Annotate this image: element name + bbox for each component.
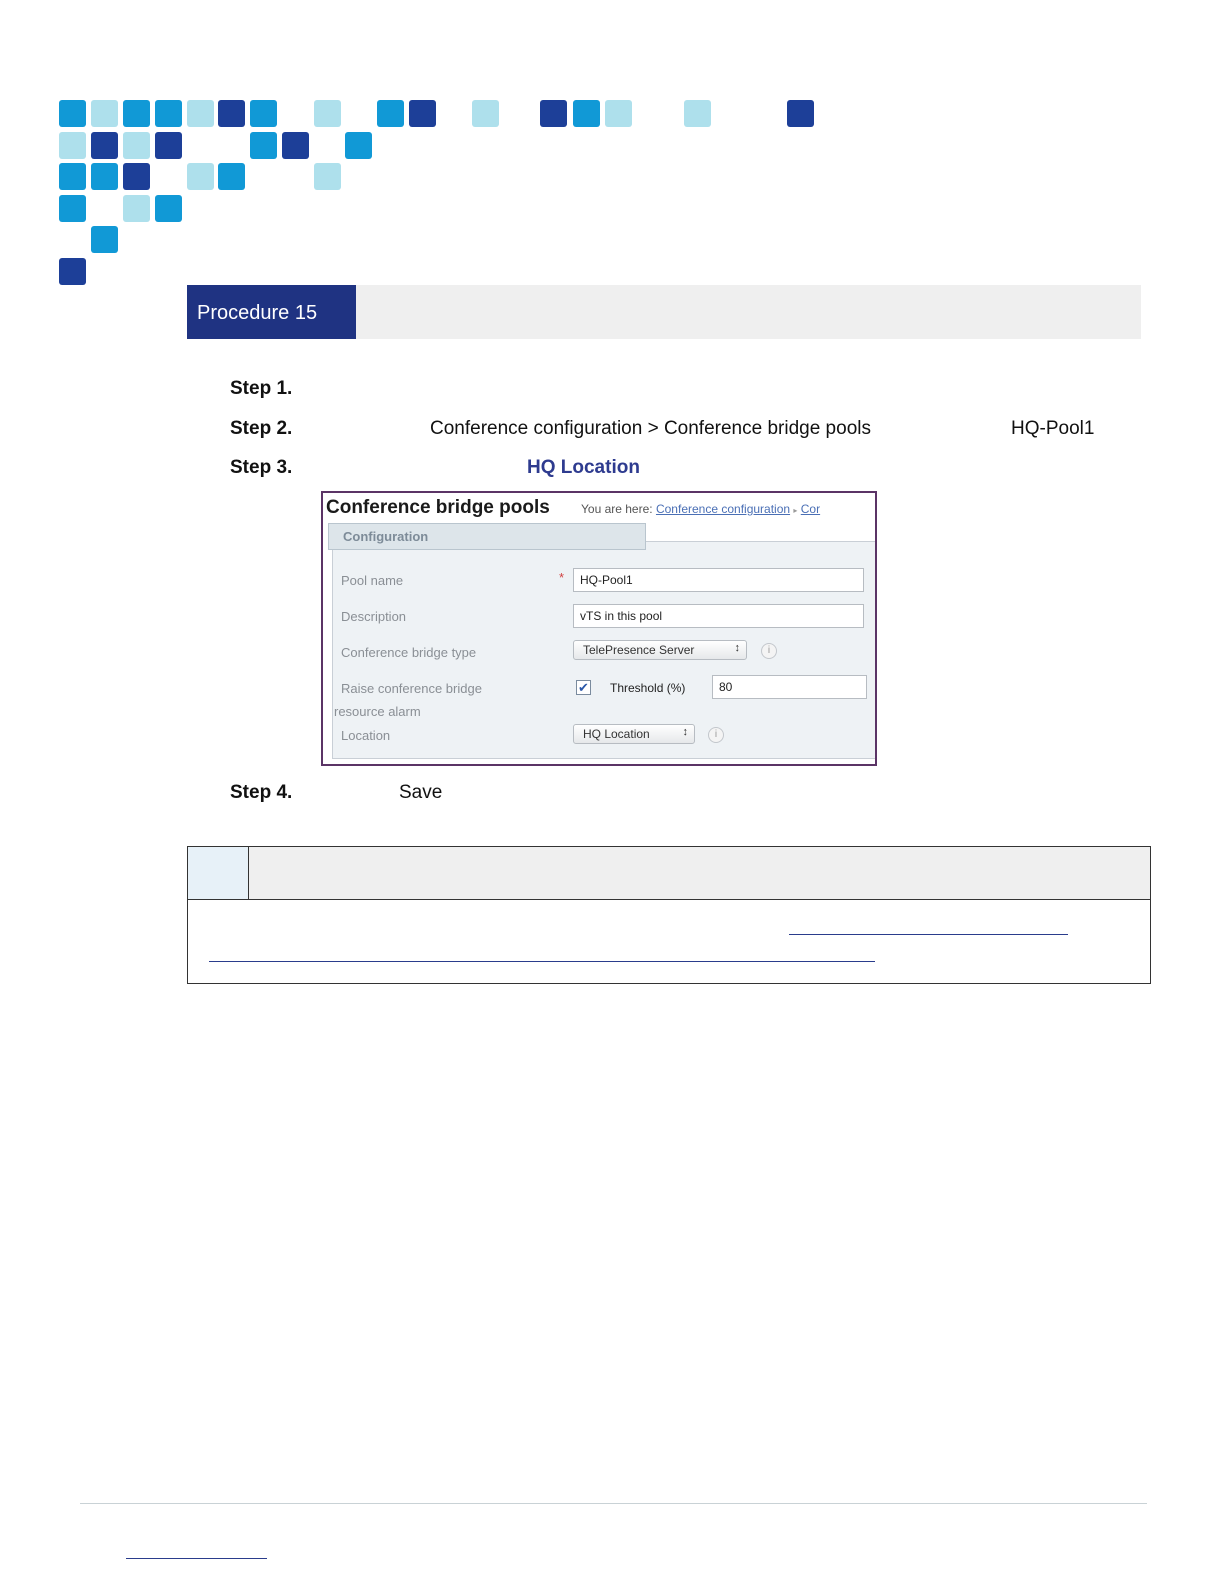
mosaic-tile: [155, 195, 182, 222]
step-4-label: Step 4.: [230, 782, 293, 803]
mosaic-tile: [155, 100, 182, 127]
mosaic-tile: [472, 100, 499, 127]
mosaic-tile: [59, 195, 86, 222]
bridge-type-label: Conference bridge type: [341, 645, 477, 660]
alarm-checkbox[interactable]: ✔: [576, 680, 591, 695]
alarm-label-line1: Raise conference bridge: [341, 681, 482, 696]
mosaic-tile: [409, 100, 436, 127]
select-arrow-icon: ↕: [734, 642, 740, 654]
step-3-label: Step 3.: [230, 457, 293, 478]
info-icon[interactable]: i: [708, 727, 724, 743]
mosaic-tile: [91, 226, 118, 253]
note-icon: [188, 847, 249, 899]
you-are-here-label: You are here:: [581, 502, 653, 516]
pool-name-label: Pool name: [341, 573, 404, 588]
mosaic-tile: [123, 195, 150, 222]
alarm-label-line2: resource alarm: [334, 704, 421, 719]
footer-link-underline[interactable]: [126, 1558, 267, 1559]
mosaic-tile: [573, 100, 600, 127]
conference-bridge-pools-screenshot: [321, 491, 877, 766]
mosaic-tile: [187, 163, 214, 190]
step-2-menu-path: Conference configuration > Conference bridge pools: [430, 418, 871, 439]
note-link-underline[interactable]: [209, 961, 875, 962]
mosaic-tile: [91, 163, 118, 190]
threshold-label: Threshold (%): [610, 681, 686, 695]
mosaic-tile: [250, 100, 277, 127]
note-link-underline[interactable]: [789, 934, 1068, 935]
mosaic-tile: [59, 163, 86, 190]
select-arrow-icon: ↕: [682, 726, 688, 738]
location-label: Location: [341, 728, 391, 743]
breadcrumb: [581, 502, 820, 516]
mosaic-tile: [314, 163, 341, 190]
mosaic-tile: [684, 100, 711, 127]
required-icon: *: [559, 570, 565, 585]
location-select[interactable]: [573, 724, 695, 744]
mosaic-tile: [91, 100, 118, 127]
mosaic-tile: [123, 132, 150, 159]
mosaic-tile: [123, 100, 150, 127]
breadcrumb-link-next[interactable]: Cor: [800, 502, 821, 516]
configuration-tab[interactable]: Configuration: [328, 523, 646, 550]
pool-name-input[interactable]: HQ-Pool1: [573, 568, 864, 592]
bridge-type-select[interactable]: [573, 640, 747, 660]
mosaic-tile: [218, 100, 245, 127]
procedure-label: Procedure 15: [187, 285, 356, 339]
header-mosaic: [0, 0, 900, 290]
mosaic-tile: [59, 100, 86, 127]
mosaic-tile: [250, 132, 277, 159]
note-header: [188, 847, 1150, 900]
description-label: Description: [341, 609, 407, 624]
breadcrumb-separator-icon: ▸: [793, 506, 798, 515]
description-input[interactable]: vTS in this pool: [573, 604, 864, 628]
step-4-action: Save: [399, 782, 443, 803]
breadcrumb-link-conference-configuration[interactable]: Conference configuration: [655, 502, 791, 516]
step-1-label: Step 1.: [230, 378, 293, 399]
mosaic-tile: [282, 132, 309, 159]
mosaic-tile: [59, 258, 86, 285]
mosaic-tile: [605, 100, 632, 127]
mosaic-tile: [787, 100, 814, 127]
mosaic-tile: [155, 132, 182, 159]
footer-divider: [80, 1503, 1147, 1504]
step-2-pool-name: HQ-Pool1: [1011, 418, 1095, 439]
mosaic-tile: [187, 100, 214, 127]
location-value: HQ Location: [583, 727, 650, 741]
step-2-label: Step 2.: [230, 418, 293, 439]
mosaic-tile: [218, 163, 245, 190]
mosaic-tile: [91, 132, 118, 159]
screenshot-title: Conference bridge pools: [326, 497, 550, 518]
note-box: [187, 846, 1151, 984]
info-icon[interactable]: i: [761, 643, 777, 659]
mosaic-tile: [345, 132, 372, 159]
mosaic-tile: [540, 100, 567, 127]
mosaic-tile: [314, 100, 341, 127]
mosaic-tile: [377, 100, 404, 127]
mosaic-tile: [123, 163, 150, 190]
bridge-type-value: TelePresence Server: [583, 643, 695, 657]
procedure-header: [187, 285, 1141, 339]
mosaic-tile: [59, 132, 86, 159]
step-3-location: HQ Location: [527, 457, 640, 478]
threshold-input[interactable]: 80: [712, 675, 867, 699]
